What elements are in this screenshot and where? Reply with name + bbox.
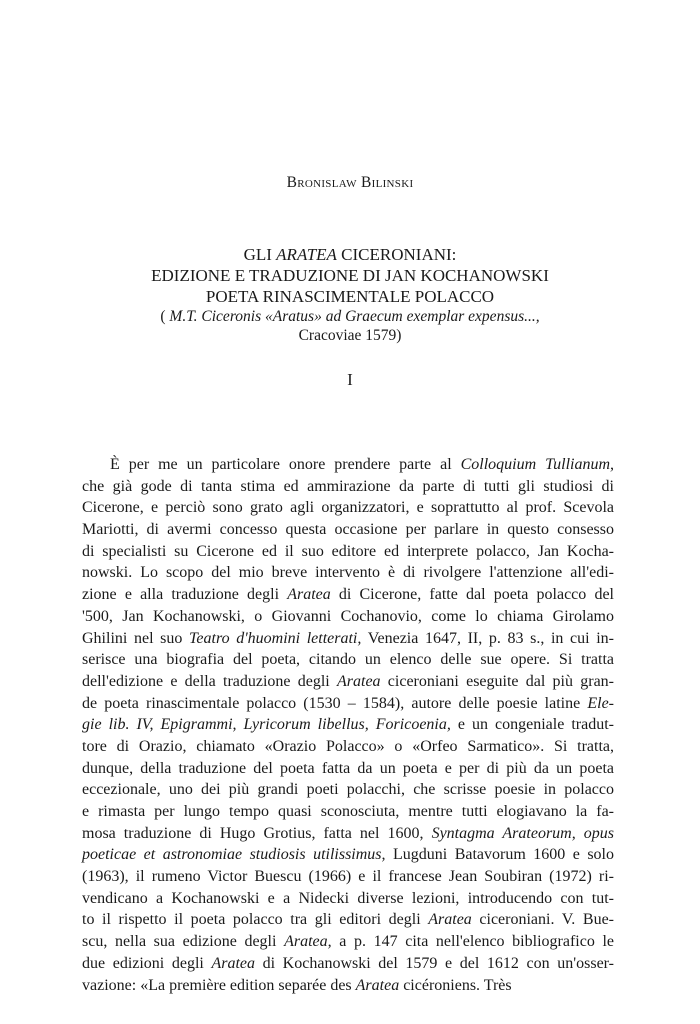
text-segment: Venezia 1647, II, p. 83 s., in cui in- [361,629,614,647]
text-segment: e un congeniale tradut- [450,716,614,734]
italic-text: Aratea [428,911,472,929]
text-segment: mosa traduzione di Hugo Grotius, fatta nel 1600, [82,824,432,842]
text-line [82,497,614,519]
title-line-2: EDIZIONE E TRADUZIONE DI JAN KOCHANOWSKI [151,266,549,285]
body-paragraph [82,454,614,996]
text-line [82,476,614,498]
text-line [82,909,614,931]
subtitle-line-1: ( M.T. Ciceronis «Aratus» ad Graecum exemplar expensus..., [160,308,540,325]
text-line [82,975,614,997]
text-segment: to il rispetto il poeta polacco tra gli editori degli [82,911,429,929]
text-segment: È per me un particolare onore prendere parte al [110,456,461,473]
text-line [82,801,614,823]
italic-text: Syntagma Arateorum, opus [431,824,615,842]
title-line-1: GLI ARATEA CICERONIANI: [243,245,457,264]
text-line [82,519,614,541]
text-segment: di Cicerone, fatte dal poeta polacco del [330,586,615,604]
text-segment: scu, nella sua edizione degli [82,933,285,951]
italic-text: Colloquium Tullianum, [460,456,615,473]
text-segment: (1963), il rumeno Victor Buescu (1966) e il francese Jean Soubiran (1972) ri- [82,868,614,886]
text-segment: tore di Orazio, chiamato «Orazio Polacco» o «Orfeo Sarmatico». Si tratta, [82,737,614,755]
text-segment: de poeta rinascimentale polacco (1530 – 1584), autore delle poesie latine [82,694,588,712]
text-line [82,562,614,584]
italic-text: Aratea [287,586,331,604]
text-segment: che già gode di tanta stima ed ammirazione da parte di tutti gli studiosi di [82,477,614,495]
text-line [82,584,614,606]
text-segment: '500, Jan Kochanowski, o Giovanni Cochanovio, come lo chiama Girolamo [82,607,614,625]
italic-text: gie lib. IV, Epigrammi, Lyricorum libellus, Foricoenia, [82,716,451,734]
text-line [82,606,614,628]
text-segment: Mariotti, di avermi concesso questa occasione per parlare in questo consesso [82,521,614,539]
italic-text: Aratea [211,954,256,972]
text-segment: di specialisti su Cicerone ed il suo editore ed interprete polacco, Jan Kocha- [82,542,614,560]
text-line [82,758,614,780]
text-line [82,649,614,671]
text-segment: zione e alla traduzione degli [82,586,288,604]
text-segment: Cicerone, e perciò sono grato agli organizzatori, e soprattutto al prof. Scevola [82,499,614,517]
text-line [82,888,614,910]
text-segment: eccezionale, uno dei più grandi poeti polacchi, che scrisse poesie in polacco [82,781,614,799]
italic-text: Aratea [337,672,381,690]
text-line [82,736,614,758]
text-segment: Ghilini nel suo [82,629,189,647]
italic-text: Aratea, [284,933,332,951]
text-segment: cicéroniens. Très [399,976,512,994]
text-segment: serisce una biografia del poeta, citando un elenco delle sue opere. Si tratta [82,651,614,669]
text-segment: a p. 147 cita nell'elenco bibliografico le [331,933,614,951]
italic-text: Aratea [355,976,400,994]
text-segment: due edizioni degli [82,954,212,972]
text-segment: dell'edizione e della traduzione degli [82,672,337,690]
text-segment: Lugduni Batavorum 1600 e solo [385,846,614,864]
author-name: Bronislaw Bilinski [286,174,414,191]
text-line [82,866,614,888]
text-segment: ciceroniani. V. Bue- [471,911,615,929]
text-line [82,931,614,953]
text-line [82,714,614,736]
title-line-3: POETA RINASCIMENTALE POLACCO [205,287,495,306]
text-segment: nowski. Lo scopo del mio breve intervento è di rivolgere l'attenzione all'edi- [82,564,614,582]
text-line [82,628,614,650]
text-segment: dunque, della traduzione del poeta fatta da un poeta e per di più da un poeta [82,759,614,777]
section-number: I [347,370,353,389]
text-line [82,541,614,563]
subtitle-line-2: Cracoviae 1579) [298,327,402,344]
text-segment: vendicano a Kochanowski e a Nidecki diverse lezioni, introducendo con tut- [82,889,614,907]
text-line [82,844,614,866]
text-line [82,953,614,975]
italic-text: Ele- [587,694,614,712]
text-segment: ciceroniani eseguite dal più gran- [380,672,614,690]
text-segment: di Kochanowski del 1579 e del 1612 con un'osser- [255,954,614,972]
text-line [82,779,614,801]
text-line [82,671,614,693]
text-segment: e rimasta per lungo tempo quasi sconosciuta, mentre tutti elogiavano la fa- [82,803,614,820]
text-line [82,823,614,845]
text-line [82,454,614,476]
italic-text: poeticae et astronomiae studiosis utilissimus, [82,846,386,864]
text-segment: vazione: «La première edition separée des [82,976,356,994]
italic-text: Teatro d'huomini letterati, [188,629,362,647]
article-title [0,244,700,345]
text-line [82,693,614,715]
